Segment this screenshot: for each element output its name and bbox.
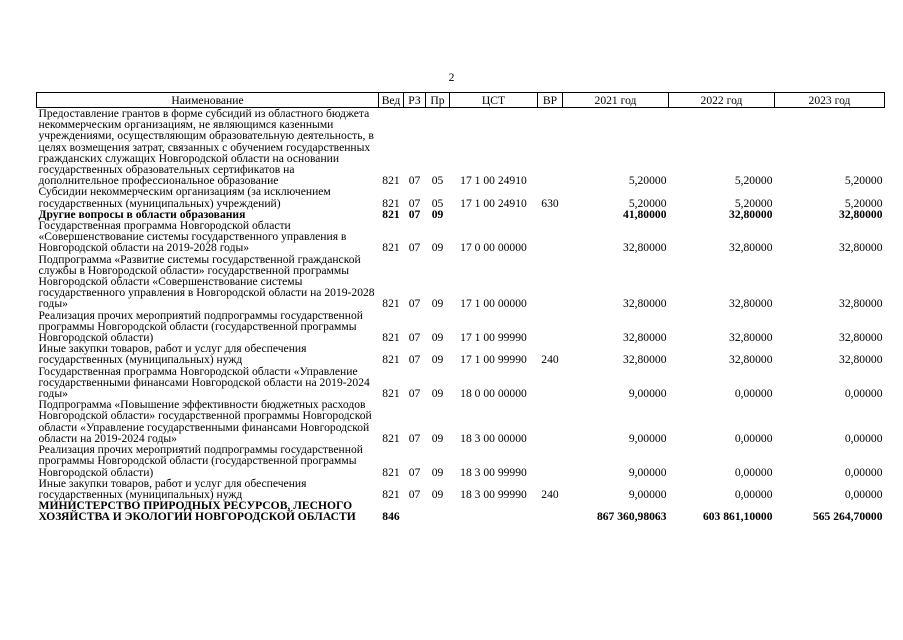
cell-name: Иные закупки товаров, работ и услуг для обеспечения государственных (муниципальных) нужд xyxy=(38,476,307,501)
cell-pr xyxy=(426,500,450,522)
cell-pr: 09 xyxy=(431,241,444,255)
cell-y2021: 41,80000 xyxy=(623,207,667,221)
cell-y2021: 32,80000 xyxy=(623,297,667,311)
cell-y2022: 32,80000 xyxy=(729,297,773,311)
header-2021: 2021 год xyxy=(563,93,669,108)
cell-vr xyxy=(538,108,563,187)
cell-cst: 18 3 00 99990 xyxy=(460,487,527,501)
cell-y2021: 32,80000 xyxy=(623,331,667,345)
cell-y2023: 32,80000 xyxy=(839,241,883,255)
cell-vr xyxy=(538,366,563,400)
cell-y2022: 32,80000 xyxy=(729,331,773,345)
cell-ved: 821 xyxy=(382,174,400,188)
cell-ved: 821 xyxy=(382,331,400,345)
cell-rz: 07 xyxy=(408,353,421,367)
cell-rz: 07 xyxy=(408,465,421,479)
budget-table xyxy=(36,92,885,523)
cell-y2021: 9,00000 xyxy=(628,465,667,479)
cell-cst: 17 1 00 24910 xyxy=(460,174,527,188)
cell-pr: 09 xyxy=(431,431,444,445)
table-row xyxy=(37,220,885,254)
cell-name: Другие вопросы в области образования xyxy=(38,207,246,221)
cell-y2021: 9,00000 xyxy=(628,387,667,401)
table-body xyxy=(37,108,885,523)
cell-rz: 07 xyxy=(408,431,421,445)
cell-y2021: 5,20000 xyxy=(628,174,667,188)
header-rz: РЗ xyxy=(404,93,426,108)
cell-name: Иные закупки товаров, работ и услуг для обеспечения государственных (муниципальных) нужд xyxy=(38,342,307,367)
cell-y2023: 32,80000 xyxy=(839,353,883,367)
header-ved: Вед xyxy=(379,93,404,108)
cell-vr xyxy=(538,310,563,344)
table-row xyxy=(37,478,885,500)
cell-pr: 05 xyxy=(431,196,444,210)
table-row xyxy=(37,366,885,400)
cell-y2021: 32,80000 xyxy=(623,241,667,255)
cell-ved: 821 xyxy=(382,241,400,255)
cell-y2022: 0,00000 xyxy=(734,487,773,501)
cell-rz: 07 xyxy=(408,241,421,255)
cell-name: Подпрограмма «Повышение эффективности бюджетных расходов Новгородской области» государственной программы Новгородской области «Управление государственными финансами Новгородской области на 2019-2024 годы» xyxy=(38,398,372,445)
cell-vr: 240 xyxy=(541,353,559,367)
cell-name: Субсидии некоммерческим организациям (за исключением государственных (муниципальных) учреждений) xyxy=(38,185,331,210)
header-pr: Пр xyxy=(426,93,450,108)
cell-y2023: 5,20000 xyxy=(844,174,883,188)
cell-y2023: 5,20000 xyxy=(844,196,883,210)
cell-pr: 09 xyxy=(431,487,444,501)
cell-cst: 17 1 00 24910 xyxy=(460,196,527,210)
cell-name: Государственная программа Новгородской области «Совершенствование системы государственного управления в Новгородской области на 2019-2028 годы» xyxy=(38,219,347,255)
cell-cst: 17 0 00 00000 xyxy=(460,241,527,255)
cell-rz: 07 xyxy=(408,487,421,501)
cell-pr: 09 xyxy=(431,297,444,311)
cell-ved: 821 xyxy=(382,207,400,221)
cell-ved: 821 xyxy=(382,487,400,501)
cell-vr: 630 xyxy=(541,196,559,210)
header-2023: 2023 год xyxy=(775,93,885,108)
cell-y2023: 0,00000 xyxy=(844,431,883,445)
cell-y2023: 565 264,70000 xyxy=(812,510,883,524)
cell-y2023: 0,00000 xyxy=(844,387,883,401)
cell-cst: 17 1 00 99990 xyxy=(460,331,527,345)
cell-cst xyxy=(450,209,538,220)
cell-name: Предоставление грантов в форме субсидий из областного бюджета некоммерческим организациям, не являющимся казенными учреждениями, осуществляющим образовательную деятельность, в целях возмещения затрат, связанных с обучением государственных гражданских служащих Новгородской области на основании государственных образовательных сертификатов на дополнительное профессиональное образование xyxy=(38,107,374,188)
cell-vr xyxy=(538,209,563,220)
cell-y2023: 32,80000 xyxy=(839,297,883,311)
table-row xyxy=(37,343,885,365)
cell-vr xyxy=(538,254,563,310)
cell-vr xyxy=(538,220,563,254)
cell-cst: 18 3 00 99990 xyxy=(460,465,527,479)
header-2022: 2022 год xyxy=(669,93,775,108)
header-vr: ВР xyxy=(538,93,563,108)
table-row xyxy=(37,444,885,478)
cell-y2023: 32,80000 xyxy=(839,207,883,221)
cell-pr: 09 xyxy=(431,331,444,345)
cell-y2022: 0,00000 xyxy=(734,431,773,445)
cell-y2022: 32,80000 xyxy=(729,353,773,367)
cell-y2021: 9,00000 xyxy=(628,431,667,445)
header-name: Наименование xyxy=(37,93,379,108)
cell-y2022: 0,00000 xyxy=(734,465,773,479)
cell-name: Подпрограмма «Развитие системы государственной гражданской службы в Новгородской области» государственной программы Новгородской области «Совершенствование системы государственного управления в Новгородской области на 2019-2028 годы» xyxy=(38,252,375,311)
cell-y2023: 0,00000 xyxy=(844,487,883,501)
cell-vr xyxy=(538,444,563,478)
page-number: 2 xyxy=(448,71,455,84)
cell-pr: 09 xyxy=(431,207,444,221)
cell-y2022: 603 861,10000 xyxy=(702,510,773,524)
cell-y2021: 5,20000 xyxy=(628,196,667,210)
cell-ved: 821 xyxy=(382,387,400,401)
cell-ved: 821 xyxy=(382,431,400,445)
cell-y2022: 5,20000 xyxy=(734,174,773,188)
cell-rz: 07 xyxy=(408,331,421,345)
cell-y2023: 0,00000 xyxy=(844,465,883,479)
cell-cst: 18 3 00 00000 xyxy=(460,431,527,445)
cell-ved: 821 xyxy=(382,196,400,210)
cell-y2021: 32,80000 xyxy=(623,353,667,367)
cell-cst: 17 1 00 99990 xyxy=(460,353,527,367)
cell-pr: 09 xyxy=(431,465,444,479)
cell-cst: 18 0 00 00000 xyxy=(460,387,527,401)
cell-rz: 07 xyxy=(408,387,421,401)
table-row xyxy=(37,399,885,444)
table-row xyxy=(37,108,885,187)
cell-pr: 09 xyxy=(431,353,444,367)
cell-rz: 07 xyxy=(408,174,421,188)
header-cst: ЦСТ xyxy=(450,93,538,108)
cell-rz: 07 xyxy=(408,196,421,210)
cell-y2021: 9,00000 xyxy=(628,487,667,501)
cell-y2022: 0,00000 xyxy=(734,387,773,401)
cell-pr: 05 xyxy=(431,174,444,188)
cell-pr: 09 xyxy=(431,387,444,401)
cell-name: Реализация прочих мероприятий подпрограммы государственной программы Новгородской области (государственной программы Новгородской области) xyxy=(38,308,363,345)
cell-ved: 821 xyxy=(382,297,400,311)
cell-rz: 07 xyxy=(408,297,421,311)
cell-cst xyxy=(450,500,538,522)
cell-rz xyxy=(404,500,426,522)
cell-cst: 17 1 00 00000 xyxy=(460,297,527,311)
cell-ved: 846 xyxy=(382,510,400,524)
cell-y2022: 5,20000 xyxy=(734,196,773,210)
table-row xyxy=(37,500,885,522)
cell-ved: 821 xyxy=(382,353,400,367)
cell-vr xyxy=(538,399,563,444)
table-row xyxy=(37,254,885,310)
table-row xyxy=(37,310,885,344)
cell-ved: 821 xyxy=(382,465,400,479)
cell-y2023: 32,80000 xyxy=(839,331,883,345)
table-header-row xyxy=(37,93,885,108)
cell-vr xyxy=(538,500,563,522)
cell-vr: 240 xyxy=(541,487,559,501)
cell-name: Реализация прочих мероприятий подпрограммы государственной программы Новгородской области (государственной программы Новгородской области) xyxy=(38,443,363,479)
cell-name: МИНИСТЕРСТВО ПРИРОДНЫХ РЕСУРСОВ, ЛЕСНОГО ХОЗЯЙСТВА И ЭКОЛОГИИ НОВГОРОДСКОЙ ОБЛАСТИ xyxy=(38,499,356,524)
cell-name: Государственная программа Новгородской области «Управление государственными финансами Новгородской области на 2019-2024 годы» xyxy=(38,364,370,401)
table-row xyxy=(37,186,885,208)
cell-y2021: 867 360,98063 xyxy=(596,510,667,524)
cell-y2022: 32,80000 xyxy=(729,241,773,255)
cell-rz: 07 xyxy=(408,207,421,221)
cell-y2022: 32,80000 xyxy=(729,207,773,221)
